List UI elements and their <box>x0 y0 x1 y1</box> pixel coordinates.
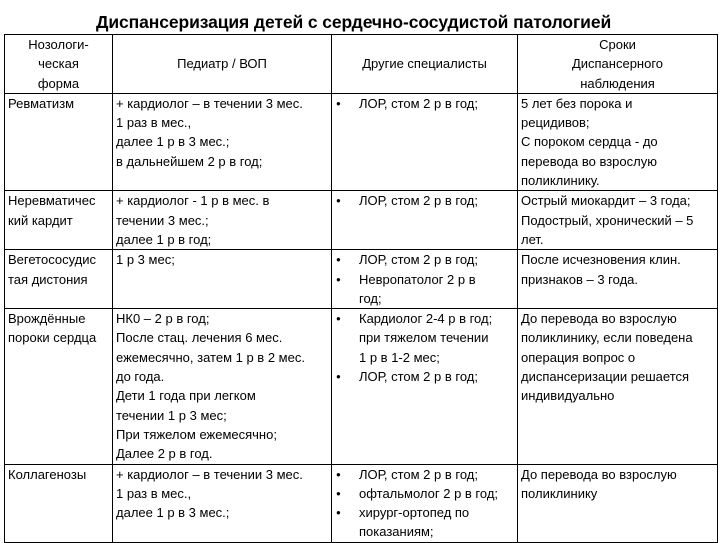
cell-terms <box>518 309 718 464</box>
table-row <box>5 309 718 464</box>
specialist-item <box>332 367 514 386</box>
terms-line: До перевода во взрослую <box>521 466 677 482</box>
specialists-list <box>332 191 514 210</box>
pediatrician-line: 1 раз в мес., <box>116 485 192 501</box>
specialist-item <box>332 191 514 210</box>
cell-specialists <box>332 93 518 190</box>
specialist-line: ● офтальмолог 2 р в год; <box>359 485 499 501</box>
cell-nosology <box>5 464 113 542</box>
specialist-line: при тяжелом течении <box>359 330 489 346</box>
nosology-line: Вегетососудис <box>8 252 96 268</box>
specialist-line: ● хирург-ортопед по <box>359 505 470 521</box>
header-nosology <box>5 35 113 94</box>
specialist-line: ● ЛОР, стом 2 р в год; <box>359 252 478 268</box>
header-terms <box>518 35 718 94</box>
terms-line: 5 лет без порока и <box>521 95 633 111</box>
nosology-line: тая дистония <box>8 271 88 287</box>
terms-line: операция вопрос о <box>521 349 636 365</box>
pediatrician-line: При тяжелом ежемесячно; <box>116 426 277 442</box>
pediatrician-line: + кардиолог - 1 р в мес. в <box>116 193 270 209</box>
cell-terms <box>518 250 718 309</box>
header-pediatrician: Педиатр / ВОП <box>113 35 332 94</box>
specialist-line: ● ЛОР, стом 2 р в год; <box>359 193 478 209</box>
header-specialists: Другие специалисты <box>332 35 518 94</box>
header-terms-line: Диспансерного <box>571 56 664 72</box>
table-row <box>5 250 718 309</box>
cell-terms <box>518 191 718 250</box>
nosology-line: кий кардит <box>8 212 73 228</box>
cell-pediatrician <box>113 464 332 542</box>
specialist-line: год; <box>359 290 382 306</box>
specialist-line: ● ЛОР, стом 2 р в год; <box>359 466 478 482</box>
header-nosology-line: ческая <box>38 56 79 72</box>
specialists-list <box>332 465 514 542</box>
cell-pediatrician <box>113 309 332 464</box>
terms-line: поликлинику, если поведена <box>521 330 693 346</box>
header-terms-line: наблюдения <box>580 75 655 91</box>
cell-pediatrician <box>113 191 332 250</box>
nosology-line: Неревматичес <box>8 193 96 209</box>
pediatrician-line: далее 1 р в 3 мес.; <box>116 134 230 150</box>
pediatrician-line: 1 раз в мес., <box>116 115 192 131</box>
terms-line: диспансеризации решается <box>521 369 690 385</box>
header-nosology-line: форма <box>37 75 80 91</box>
page-title: Диспансеризация детей с сердечно-сосудистой патологией <box>96 12 612 32</box>
pediatrician-line: После стац. лечения 6 мес. <box>116 330 283 346</box>
header-terms-line: Сроки <box>599 37 636 52</box>
cell-nosology <box>5 93 113 190</box>
pediatrician-line: до года. <box>116 369 165 385</box>
specialist-item <box>332 309 514 367</box>
pediatrician-line: в дальнейшем 2 р в год; <box>116 153 263 169</box>
nosology-line: Коллагенозы <box>8 466 87 482</box>
cell-pediatrician <box>113 250 332 309</box>
table-row <box>5 93 718 190</box>
cell-specialists <box>332 464 518 542</box>
specialist-line: ● Невропатолог 2 р в <box>359 271 476 287</box>
pediatrician-line: 1 р 3 мес; <box>116 252 175 268</box>
terms-line: рецидивов; <box>521 115 590 131</box>
table-row <box>5 191 718 250</box>
specialists-list <box>332 250 514 308</box>
terms-line: Подострый, хронический – 5 <box>521 212 694 228</box>
specialists-list <box>332 94 514 113</box>
pediatrician-line: далее 1 р в год; <box>116 231 212 247</box>
terms-line: До перевода во взрослую <box>521 311 677 327</box>
cell-nosology <box>5 191 113 250</box>
terms-line: После исчезновения клин. <box>521 252 681 268</box>
cell-nosology <box>5 309 113 464</box>
pediatrician-line: течении 1 р 3 мес; <box>116 407 227 423</box>
pediatrician-line: + кардиолог – в течении 3 мес. <box>116 466 303 482</box>
specialist-item <box>332 503 514 542</box>
specialist-item <box>332 250 514 269</box>
terms-line: Острый миокардит – 3 года; <box>521 193 691 209</box>
cell-specialists <box>332 309 518 464</box>
terms-line: поликлинику <box>521 485 598 501</box>
pediatrician-line: Дети 1 года при легком <box>116 388 256 404</box>
specialist-item <box>332 465 514 484</box>
nosology-line: Ревматизм <box>8 95 75 111</box>
nosology-line: пороки сердца <box>8 330 97 346</box>
cell-pediatrician <box>113 93 332 190</box>
pediatrician-line: Далее 2 р в год. <box>116 446 213 462</box>
terms-line: С пороком сердца - до <box>521 134 658 150</box>
pediatrician-line: ежемесячно, затем 1 р в 2 мес. <box>116 349 305 365</box>
terms-line: индивидуально <box>521 388 615 404</box>
dispensary-table <box>4 34 718 543</box>
header-nosology-line: Нозологи- <box>28 37 89 52</box>
pediatrician-line: далее 1 р в 3 мес.; <box>116 505 230 521</box>
pediatrician-line: НК0 – 2 р в год; <box>116 311 210 327</box>
terms-line: лет. <box>521 231 544 247</box>
cell-terms <box>518 93 718 190</box>
specialist-item <box>332 94 514 113</box>
specialist-line: ● ЛОР, стом 2 р в год; <box>359 95 478 111</box>
header-row <box>5 35 718 94</box>
specialist-item <box>332 484 514 503</box>
specialist-line: 1 р в 1-2 мес; <box>359 349 440 365</box>
specialist-line: показаниям; <box>359 524 434 540</box>
terms-line: признаков – 3 года. <box>521 271 638 287</box>
terms-line: поликлинику. <box>521 173 600 189</box>
cell-specialists <box>332 250 518 309</box>
nosology-line: Врождённые <box>8 311 86 327</box>
specialist-item <box>332 270 514 309</box>
cell-specialists <box>332 191 518 250</box>
cell-nosology <box>5 250 113 309</box>
specialists-list <box>332 309 514 386</box>
cell-terms <box>518 464 718 542</box>
pediatrician-line: + кардиолог – в течении 3 мес. <box>116 95 303 111</box>
specialist-line: ● ЛОР, стом 2 р в год; <box>359 369 478 385</box>
table-row <box>5 464 718 542</box>
terms-line: перевода во взрослую <box>521 153 657 169</box>
specialist-line: ● Кардиолог 2-4 р в год; <box>359 311 493 327</box>
pediatrician-line: течении 3 мес.; <box>116 212 209 228</box>
